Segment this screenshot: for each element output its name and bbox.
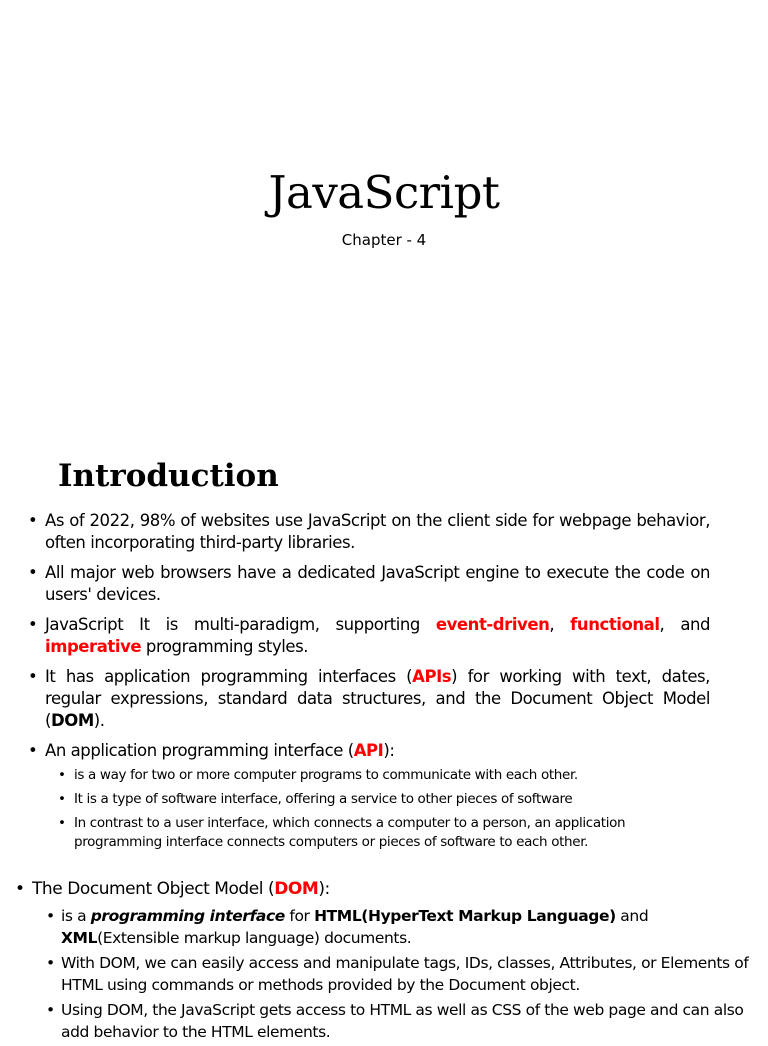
keyword-api: API: [353, 741, 384, 760]
dom-slide: [0, 860, 768, 1041]
sub-list-item: • It is a type of software interface, offering a service to other pieces of software: [58, 790, 710, 809]
bullet-text: All major web browsers have a dedicated JavaScript engine to execute the code on users' devices.: [45, 563, 710, 604]
bullet-text: As of 2022, 98% of websites use JavaScript on the client side for webpage behavior, often incorporating third-party libraries.: [45, 511, 710, 552]
slide-title: JavaScript: [268, 166, 500, 219]
list-item: [28, 740, 710, 852]
keyword-dom: DOM: [51, 711, 94, 730]
bullet-text: ) for working with text, dates, regular expressions, standard data structures, and the Document Object Model (: [45, 667, 710, 730]
list-item: [28, 510, 710, 554]
sub-bullet-list: [45, 766, 710, 852]
bullet-text: The Document Object Model (: [32, 879, 275, 899]
separator: ,: [549, 615, 571, 634]
separator: , and: [659, 615, 711, 634]
keyword-xml: XML: [61, 929, 98, 947]
list-item: [15, 878, 755, 1043]
title-slide: [0, 0, 768, 430]
bullet-list: [28, 510, 710, 860]
sub-list-item: • Using DOM, the JavaScript gets access to HTML as well as CSS of the web page and can also add behavior to the HTML elements.: [46, 999, 755, 1043]
sub-list-item: [46, 905, 755, 949]
bullet-text: (Extensible markup language) documents.: [97, 929, 412, 947]
list-item: [28, 614, 710, 658]
bullet-text: is a: [61, 907, 91, 925]
sub-list-item: • is a way for two or more computer programs to communicate with each other.: [58, 766, 710, 785]
list-item: [28, 562, 710, 606]
sub-list-item: • With DOM, we can easily access and manipulate tags, IDs, classes, Attributes, or Elements of HTML using commands or methods provided by the Document object.: [46, 952, 755, 996]
bullet-text: JavaScript It is multi-paradigm, supporting: [45, 615, 436, 634]
bullet-text: and: [615, 907, 649, 925]
keyword-apis: APIs: [412, 667, 452, 686]
sub-bullet-list: [32, 905, 755, 1043]
bullet-text: ):: [383, 741, 395, 760]
keyword-event-driven: event-driven: [435, 615, 550, 634]
sub-list-item: • In contrast to a user interface, which connects a computer to a person, an application programming interface connects computers or pieces of software to each other.: [58, 814, 710, 852]
bullet-list: [15, 878, 755, 1046]
keyword-imperative: imperative: [45, 637, 142, 656]
bullet-text: An application programming interface (: [45, 741, 354, 760]
keyword-html: HTML(HyperText Markup Language): [314, 907, 616, 925]
list-item: [28, 666, 710, 732]
slide-subtitle: Chapter - 4: [341, 231, 427, 249]
bullet-text: ):: [318, 879, 330, 899]
emphasis-text: programming interface: [90, 907, 285, 925]
section-heading: Introduction: [58, 458, 279, 494]
bullet-text: It has application programming interfaces (: [45, 667, 413, 686]
keyword-dom: DOM: [274, 879, 319, 899]
keyword-functional: functional: [570, 615, 660, 634]
bullet-text: for: [284, 907, 315, 925]
bullet-text: ).: [93, 711, 105, 730]
bullet-text: programming styles.: [141, 637, 309, 656]
introduction-slide: [0, 430, 768, 860]
